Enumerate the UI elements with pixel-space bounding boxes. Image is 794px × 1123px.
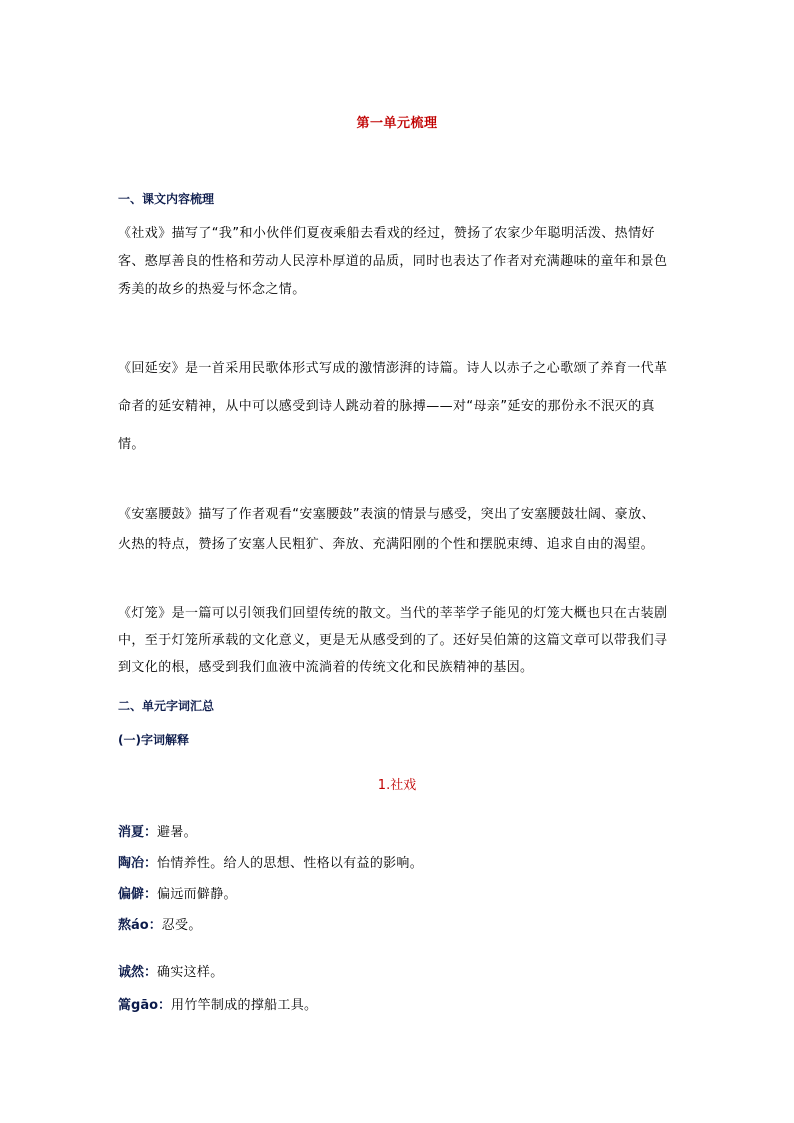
paragraph-line: 火热的特点，赞扬了安塞人民粗犷、奔放、充满阳刚的个性和摆脱束缚、追求自由的渴望。 bbox=[118, 537, 655, 552]
paragraph-line: 命者的延安精神，从中可以感受到诗人跳动着的脉搏——对“母亲”延安的那份永不泯灭的真 bbox=[118, 399, 655, 414]
subsection-heading-word-explanation: (一)字词解释 bbox=[118, 733, 189, 747]
page-title: 第一单元梳理 bbox=[356, 116, 438, 131]
paragraph-line: 情。 bbox=[118, 437, 145, 452]
vocab-definition: 避暑。 bbox=[157, 825, 197, 840]
paragraph-line: 客、憨厚善良的性格和劳动人民淳朴厚道的品质，同时也表达了作者对充满趣味的童年和景色 bbox=[118, 254, 668, 269]
paragraph-hui-yanan bbox=[118, 350, 678, 464]
paragraph-line: 到文化的根，感受到我们血液中流淌着的传统文化和民族精神的基因。 bbox=[118, 660, 534, 675]
vocab-entry bbox=[118, 883, 237, 902]
vocab-definition: 怡情养性。给人的思想、性格以有益的影响。 bbox=[157, 856, 424, 871]
paragraph-line: 《社戏》描写了“我”和小伙伴们夏夜乘船去看戏的经过，赞扬了农家少年聪明活泼、热情好 bbox=[118, 226, 655, 241]
vocab-term: 诚然： bbox=[118, 965, 158, 980]
vocab-term: 陶冶： bbox=[118, 856, 158, 871]
paragraph-line: 《安塞腰鼓》描写了作者观看“安塞腰鼓”表演的情景与感受，突出了安塞腰鼓壮阔、豪放、 bbox=[118, 507, 655, 522]
paragraph-denglong bbox=[118, 600, 678, 681]
vocab-definition: 忍受。 bbox=[161, 918, 202, 933]
vocab-entry bbox=[118, 961, 224, 980]
vocab-entry bbox=[118, 914, 202, 933]
paragraph-line: 《灯笼》是一篇可以引领我们回望传统的散文。当代的莘莘学子能见的灯笼大概也只在古装剧 bbox=[118, 606, 668, 621]
section-heading-content-review: 一、课文内容梳理 bbox=[118, 192, 215, 206]
vocab-term: 熬 bbox=[118, 918, 132, 933]
paragraph-line: 秀美的故乡的热爱与怀念之情。 bbox=[118, 282, 306, 297]
vocab-definition: 确实这样。 bbox=[157, 965, 224, 980]
paragraph-she-xi bbox=[118, 220, 678, 304]
vocab-term: 篙 bbox=[118, 998, 132, 1013]
vocab-term: 消夏： bbox=[118, 825, 158, 840]
paragraph-line: 《回延安》是一首采用民歌体形式写成的激情澎湃的诗篇。诗人以赤子之心歌颂了养育一代革 bbox=[118, 361, 668, 376]
vocab-term: 偏僻： bbox=[118, 887, 158, 902]
vocab-pinyin: gāo： bbox=[131, 998, 172, 1013]
vocab-entry bbox=[118, 821, 197, 840]
paragraph-ansai-yaogu bbox=[118, 500, 678, 560]
vocab-pinyin: áo： bbox=[131, 918, 162, 933]
vocab-definition: 偏远而僻静。 bbox=[157, 887, 237, 902]
vocab-definition: 用竹竿制成的撑船工具。 bbox=[171, 998, 318, 1013]
vocab-entry bbox=[118, 852, 423, 871]
lesson-title: 1.社戏 bbox=[377, 778, 417, 793]
vocab-entry bbox=[118, 994, 317, 1013]
paragraph-line: 中，至于灯笼所承载的文化意义，更是无从感受到的了。还好吴伯箫的这篇文章可以带我们寻 bbox=[118, 633, 668, 648]
section-heading-vocabulary: 二、单元字词汇总 bbox=[118, 699, 215, 713]
